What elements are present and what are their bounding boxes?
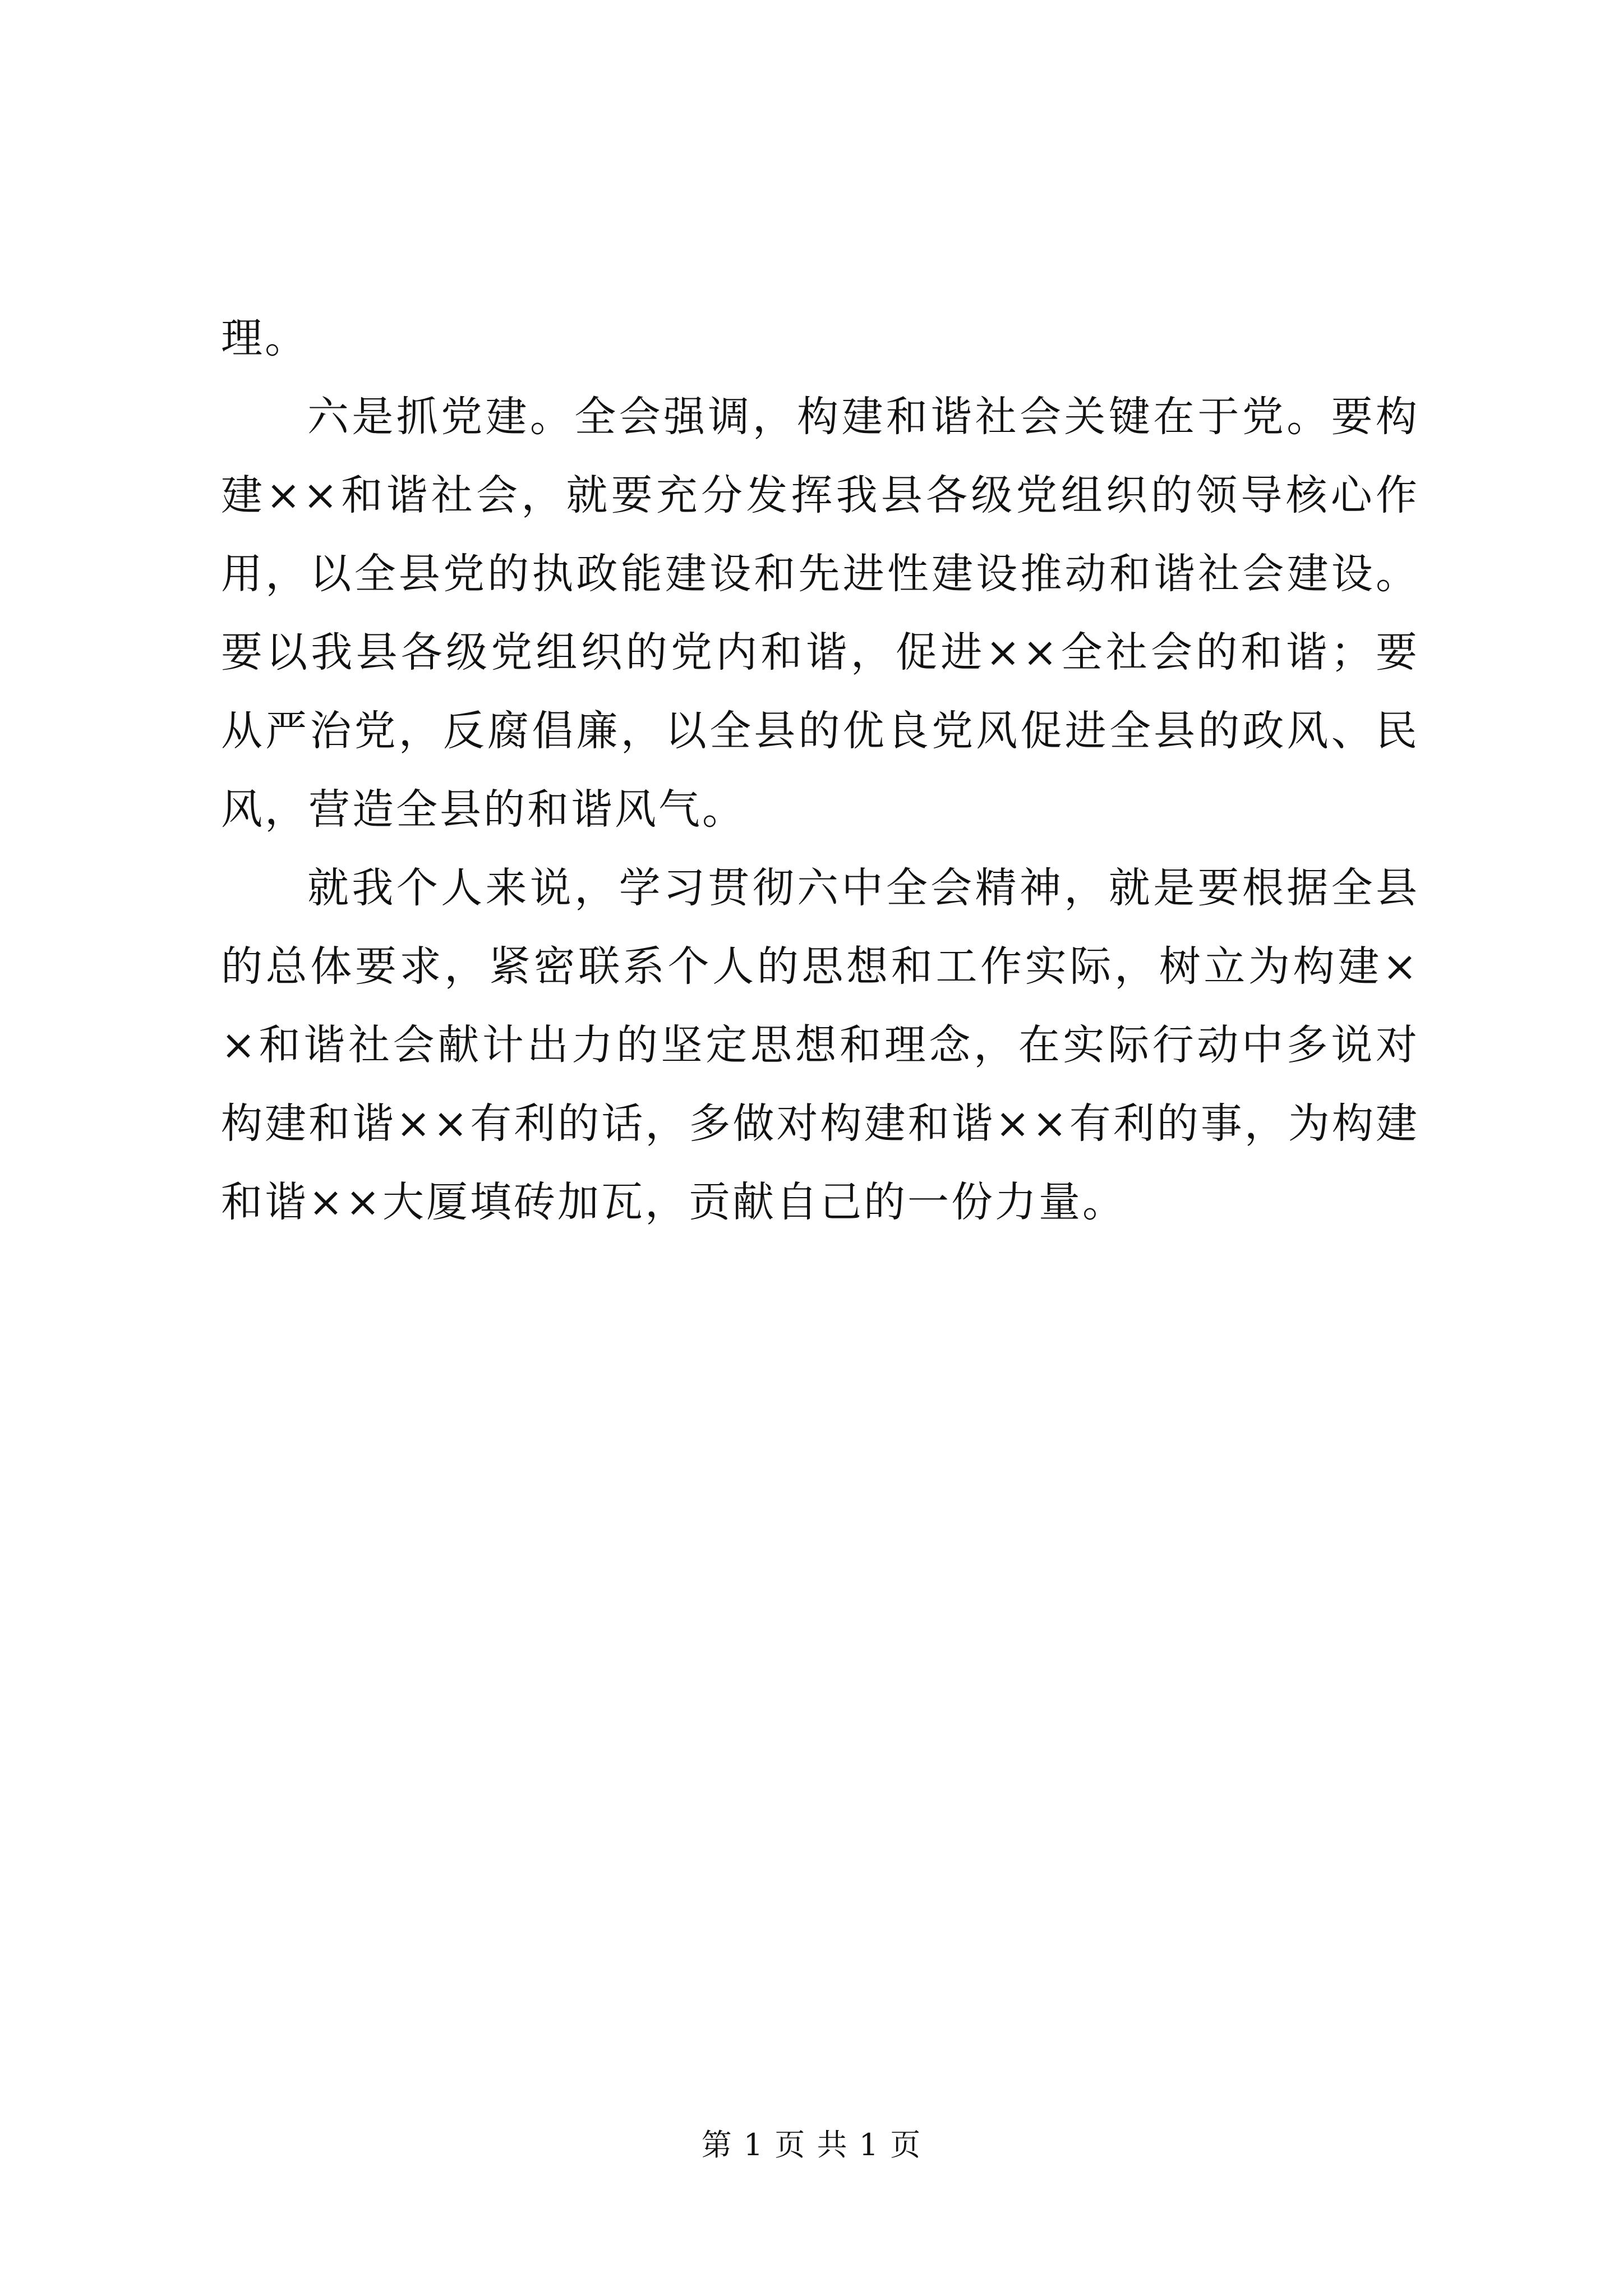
paragraph-personal-view: 就我个人来说，学习贯彻六中全会精神，就是要根据全县的总体要求，紧密联系个人的思想和工作实际，树立为构建××和谐社会献计出力的坚定思想和理念，在实际行动中多说对构建和谐××有利的话，多做对构建和谐××有利的事，为构建和谐××大厦填砖加瓦，贡献自己的一份力量。 [221, 864, 1419, 1226]
page-footer: 第 1 页 共 1 页 [701, 2127, 922, 2162]
paragraph-continuation: 理。 [221, 314, 308, 362]
document-body [221, 299, 1419, 1241]
paragraph-party-building: 六是抓党建。全会强调，构建和谐社会关键在于党。要构建××和谐社会，就要充分发挥我县各级党组织的领导核心作用，以全县党的执政能建设和先进性建设推动和谐社会建设。要以我县各级党组织的党内和谐，促进××全社会的和谐；要从严治党，反腐倡廉，以全县的优良党风促进全县的政风、民风，营造全县的和谐风气。 [221, 393, 1419, 834]
